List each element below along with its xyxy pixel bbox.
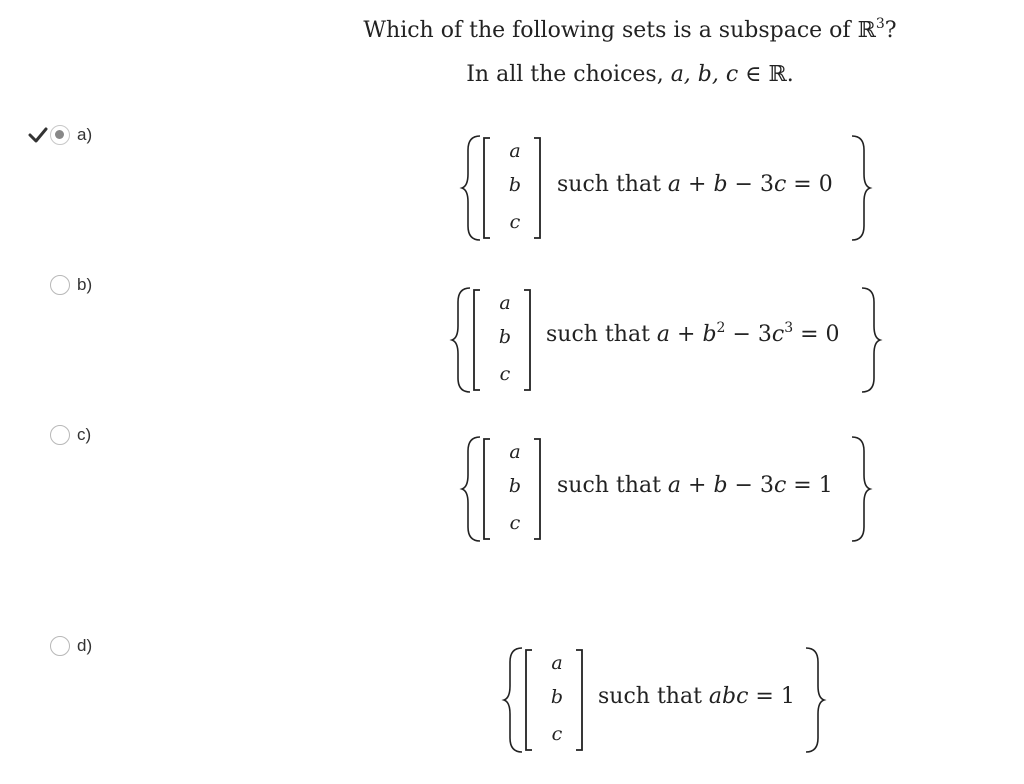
vector-entry: b [498,326,512,348]
vector-entry: a [509,140,521,162]
option-b-label[interactable]: b) [77,275,93,294]
condition-prefix: such that [598,684,709,709]
condition-math: a + b [656,322,717,347]
condition-end: = 1 [748,684,795,709]
vector-entry: a [499,292,511,314]
option-a-label[interactable]: a) [77,125,93,144]
field-exponent: 3 [875,16,885,32]
set-condition [598,684,795,709]
condition-math: a + b [667,172,728,197]
option-a-set [460,132,880,242]
subtitle-text: In all the choices, [466,62,671,87]
vector-entry: b [508,174,522,196]
condition-prefix: such that [546,322,657,347]
condition-rest: − 3 [727,473,774,498]
option-c-radio[interactable] [50,425,70,445]
subtitle-suffix: ∈ ℝ. [738,62,794,87]
condition-math: a + b [667,473,728,498]
option-b-set [450,284,890,394]
field-symbol: ℝ [857,18,876,43]
condition-rest: − 3 [727,172,774,197]
set-condition [546,322,840,347]
condition-end: = 0 [786,172,833,197]
vector-entry: c [509,512,521,534]
condition-prefix: such that [557,172,668,197]
question-title [330,18,930,43]
checkmark-icon [28,125,48,145]
set-condition [557,172,833,197]
condition-exponent: 3 [784,320,794,336]
option-d-set [502,644,832,754]
vector-entry: a [551,652,563,674]
question-text: Which of the following sets is a subspace of [363,18,858,43]
vector-entry: b [550,686,564,708]
vector-entry: c [509,211,521,233]
vector-entry: c [499,363,511,385]
option-a-radio[interactable] [50,125,70,145]
option-c-label[interactable]: c) [77,425,92,444]
condition-rest: − 3 [725,322,772,347]
vector-entry: c [551,723,563,745]
condition-var: c [773,473,787,498]
vector-entry: a [509,441,521,463]
set-condition [557,473,833,498]
question-subtitle [330,62,930,87]
question-mark: ? [884,18,897,43]
option-b-radio[interactable] [50,275,70,295]
condition-var: c [771,322,785,347]
option-d-radio[interactable] [50,636,70,656]
option-d-label[interactable]: d) [77,636,93,655]
option-c-set [460,433,880,543]
condition-var: c [773,172,787,197]
condition-end: = 1 [786,473,833,498]
condition-math: abc [708,684,749,709]
condition-prefix: such that [557,473,668,498]
condition-exponent: 2 [716,320,726,336]
vector-entry: b [508,475,522,497]
condition-end: = 0 [793,322,840,347]
subtitle-vars: a, b, c [670,62,739,87]
